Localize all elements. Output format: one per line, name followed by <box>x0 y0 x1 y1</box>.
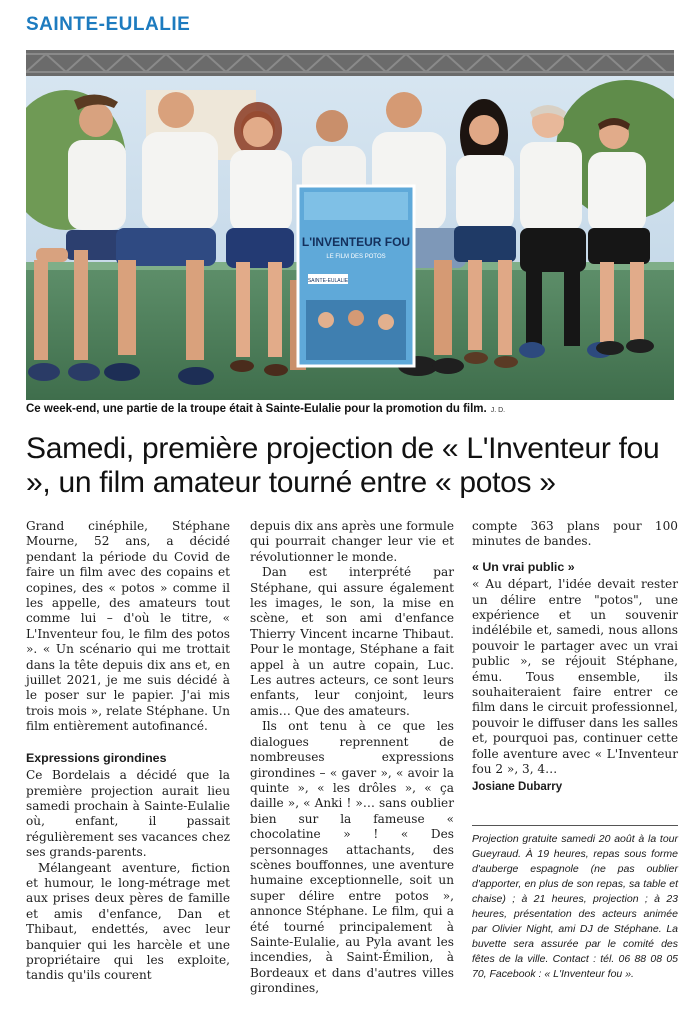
subheading: Expressions girondines <box>26 750 167 765</box>
event-info-box: Projection gratuite samedi 20 août à la tour Gueyraud. À 19 heures, repas sous forme d'auberge espagnole (ne pas oublier d'apporter, en plus de son repas, sa table et chaise) ; à 21 heures, projection ; à 23 heures, présentation des acteurs animée par Olivier Night, ami DJ de Stéphane. La buvette sera assurée par le comité des fêtes de la ville. Contact : tél. 06 88 08 05 70, Facebook : « L'Inventeur fou ». <box>472 825 678 982</box>
poster-subtitle: LE FILM DES POTOS <box>326 254 386 260</box>
subheading: « Un vrai public » <box>472 559 575 574</box>
photo-caption <box>26 403 674 415</box>
poster-title: L'INVENTEUR FOU <box>301 235 411 249</box>
column-1 <box>26 519 230 984</box>
caption-text: Ce week-end, une partie de la troupe était à Sainte-Eulalie pour la promotion du film. <box>26 403 487 415</box>
paragraph: compte 363 plans pour 100 minutes de bandes. <box>472 519 678 549</box>
column-3 <box>472 519 678 795</box>
author-signature: Josiane Dubarry <box>472 780 563 793</box>
photo-credit: J. D. <box>490 407 506 414</box>
paragraph: depuis dix ans après une formule qui pourrait changer leur vie et révolutionner le monde. <box>250 519 455 564</box>
paragraph: « Au départ, l'idée devait rester un délire entre "potos", une expérience et un souvenir indélébile et, samedi, nous allons pouvoir le partager avec un vrai public », se réjouit Stéphane, ému. Tous ensemble, ils souhaiteraient faire entrer ce film dans le circuit professionnel, pouvoir le diffuser dans les salles et, pourquoi pas, continuer cette folle aventure avec « L'Inventeur fou 2 », 3, 4… <box>472 577 678 777</box>
paragraph: Ce Bordelais a décidé que la première projection aurait lieu samedi prochain à Sainte-Eulalie où, enfant, il passait régulièrement ses vacances chez ses grands-parents. <box>26 768 230 860</box>
film-poster <box>298 186 414 366</box>
poster-brand: SAINTE-EULALIE <box>307 278 349 284</box>
paragraph: Grand cinéphile, Stéphane Mourne, 52 ans, a décidé pendant la période du Covid de faire un film avec des copains et copines, des « potos » comme il les appelle, des amateurs tout comme lui – d'où le titre, « L'Inventeur fou, le film des potos ». « Un scénario qui me trottait dans la tête depuis dix ans et, en juillet 2021, je me suis décidé à le poser sur le papier. J'ai mis trois mois », relate Stéphane. Un film entièrement autofinancé. <box>26 519 230 734</box>
column-2 <box>250 519 454 997</box>
section-kicker: SAINTE-EULALIE <box>26 14 191 35</box>
paragraph: Ils ont tenu à ce que les dialogues reprennent de nombreuses expressions girondines – « gaver », « avoir la quinte », « les drôles », « ça daille », « Anki ! »… sans oublier bien sur la fameuse « chocolatine » ! « Des personnages attachants, des scènes bouffonnes, une aventure humaine exceptionnelle, soit un super délire entre potos », annonce Stéphane. Le film, qui a été tourné principalement à Sainte-Eulalie, au Pyla avant les incendies, à Saint-Émilion, à Bordeaux et dans d'autres villes girondines, <box>250 719 454 996</box>
paragraph: Dan est interprété par Stéphane, qui assure également les images, le son, la mise en scène, et son ami d'enfance Thierry Vincent incarne Thibaut. Pour le montage, Stéphane a fait appel à un autre copain, Luc. Les autres acteurs, ce sont leurs enfants, leur conjoint, leurs amis… Que des amateurs. <box>250 565 454 718</box>
group-photo-illustration <box>26 50 674 400</box>
paragraph: Mélangeant aventure, fiction et humour, le long-métrage met aux prises deux pères de famille et amis d'enfance, Dan et Thibaut, endettés, avec leur banquier qui les harcèle et une propriétaire qui les exploite, tandis qu'ils courent <box>26 860 230 983</box>
article-headline: Samedi, première projection de « L'Inventeur fou », un film amateur tourné entre « potos » <box>26 432 660 499</box>
article-photo <box>26 50 674 400</box>
